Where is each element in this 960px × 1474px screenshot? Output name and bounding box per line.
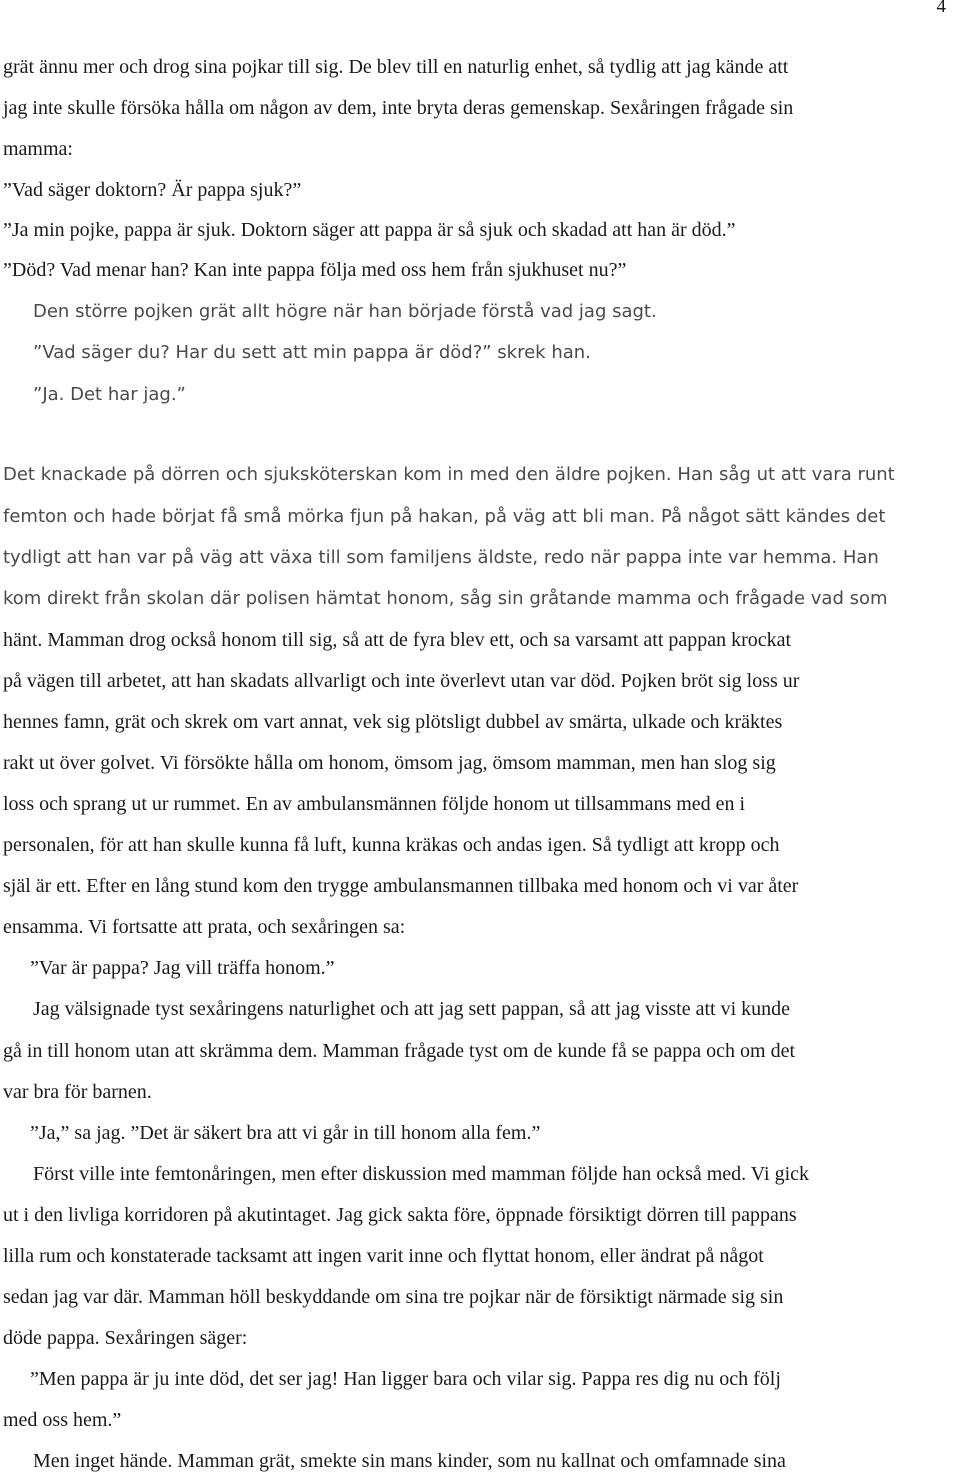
text-line: Den större pojken grät allt högre när han började förstå vad jag sagt. (33, 301, 657, 322)
text-line: Men inget hände. Mamman grät, smekte sin mans kinder, som nu kallnat och omfamnade sina (33, 1450, 786, 1472)
text-line: ”Ja min pojke, pappa är sjuk. Doktorn säger att pappa är så sjuk och skadad att han är död.” (3, 219, 736, 241)
text-line: grät ännu mer och drog sina pojkar till sig. De blev till en naturlig enhet, så tydlig att jag kände att (3, 56, 789, 78)
text-line: hänt. Mamman drog också honom till sig, så att de fyra blev ett, och sa varsamt att pappan krockat (3, 629, 792, 651)
text-line: Först ville inte femtonåringen, men efter diskussion med mamman följde han också med. Vi gick (33, 1163, 810, 1185)
text-line: hennes famn, grät och skrek om vart annat, vek sig plötsligt dubbel av smärta, ulkade och kräktes (3, 711, 783, 733)
text-line: jag inte skulle försöka hålla om någon av dem, inte bryta deras gemenskap. Sexåringen frågade sin (3, 97, 794, 119)
text-line: rakt ut över golvet. Vi försökte hålla om honom, ömsom jag, ömsom mamman, men han slog sig (3, 752, 776, 774)
text-line: ”Ja. Det har jag.” (33, 384, 186, 405)
text-line: kom direkt från skolan där polisen hämtat honom, såg sin gråtande mamma och frågade vad som (3, 588, 888, 609)
text-line: med oss hem.” (3, 1409, 122, 1431)
text-line: loss och sprang ut ur rummet. En av ambulansmännen följde honom ut tillsammans med en i (3, 793, 746, 815)
text-line: ”Vad säger du? Har du sett att min pappa är död?” skrek han. (33, 342, 591, 363)
text-line: ”Var är pappa? Jag vill träffa honom.” (30, 957, 335, 979)
text-line: Det knackade på dörren och sjuksköterskan kom in med den äldre pojken. Han såg ut att vara runt (3, 464, 895, 485)
text-line: ”Vad säger doktorn? Är pappa sjuk?” (3, 179, 302, 201)
text-line: var bra för barnen. (3, 1081, 152, 1103)
text-line: ensamma. Vi fortsatte att prata, och sexåringen sa: (3, 916, 406, 938)
text-line: personalen, för att han skulle kunna få luft, kunna kräkas och andas igen. Så tydligt att kropp och (3, 834, 780, 856)
text-line: gå in till honom utan att skrämma dem. Mamman frågade tyst om de kunde få se pappa och om det (3, 1040, 796, 1062)
text-line: ”Men pappa är ju inte död, det ser jag! Han ligger bara och vilar sig. Pappa res dig nu och följ (30, 1368, 781, 1390)
text-line: ut i den livliga korridoren på akutintaget. Jag gick sakta före, öppnade försiktigt dörren till pappans (3, 1204, 797, 1226)
text-line: Jag välsignade tyst sexåringens naturlighet och att jag sett pappan, så att jag visste att vi kunde (33, 998, 791, 1020)
text-line: lilla rum och konstaterade tacksamt att ingen varit inne och flyttat honom, eller ändrat på något (3, 1245, 764, 1267)
page-number: 4 (936, 0, 946, 17)
text-line: på vägen till arbetet, att han skadats allvarligt och inte överlevt utan var död. Pojken bröt sig loss ur (3, 670, 800, 692)
text-line: ”Ja,” sa jag. ”Det är säkert bra att vi går in till honom alla fem.” (30, 1122, 541, 1144)
text-line: ”Död? Vad menar han? Kan inte pappa följa med oss hem från sjukhuset nu?” (3, 259, 627, 281)
text-line: mamma: (3, 138, 73, 160)
text-line: döde pappa. Sexåringen säger: (3, 1327, 248, 1349)
text-line: femton och hade börjat få små mörka fjun på hakan, på väg att bli man. På något sätt kändes det (3, 506, 886, 527)
text-line: sedan jag var där. Mamman höll beskyddande om sina tre pojkar när de försiktigt närmade sig sin (3, 1286, 784, 1308)
text-line: tydligt att han var på väg att växa till som familjens äldste, redo när pappa inte var hemma. Han (3, 547, 879, 568)
text-line: själ är ett. Efter en lång stund kom den trygge ambulansmannen tillbaka med honom och vi var åter (3, 875, 799, 897)
